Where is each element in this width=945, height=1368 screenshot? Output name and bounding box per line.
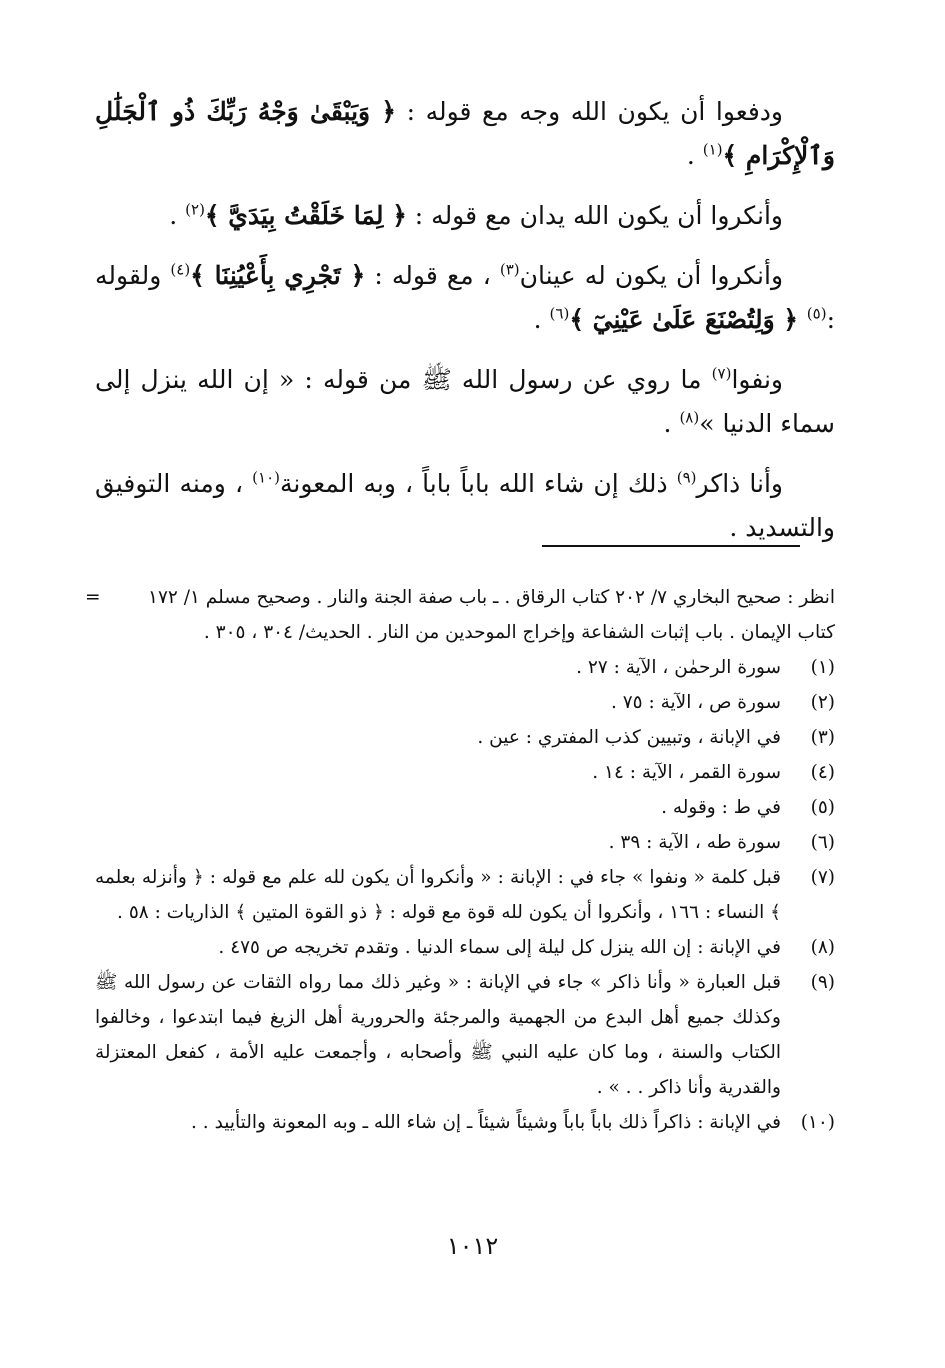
footnote	[95, 825, 835, 860]
footnote-ref: (١)	[702, 140, 723, 159]
page-number: ١٠١٢	[446, 1232, 499, 1260]
text-run: .	[169, 201, 186, 230]
text-run: .	[533, 305, 550, 334]
text-run: ذلك إن شاء الله باباً باباً ، وبه المعونة	[280, 469, 677, 498]
quran-quote: ﴿ وَيَبْقَىٰ وَجْهُ رَبِّكَ ذُو ٱلْجَلَٰلِ وَٱلْإِكْرَامِ ﴾	[95, 97, 835, 170]
footnote-ref: (٢)	[185, 200, 205, 219]
footnote-text: سورة طه ، الآية : ٣٩ .	[608, 832, 781, 853]
footnote-text: انظر : صحيح البخاري ٧/ ٢٠٢ كتاب الرقاق . ـ باب صفة الجنة والنار . وصحيح مسلم ١/ ١٧٢ كتاب الإيمان . باب إثبات الشفاعة وإخراج الموحدين من النار . الحديث/ ٣٠٤ ، ٣٠٥ .	[148, 587, 835, 643]
footnote-ref: (٩)	[676, 468, 697, 487]
text-run: ونفوا	[731, 365, 783, 394]
paragraph-2	[95, 194, 835, 238]
footnote-text: قبل كلمة « ونفوا » جاء في : الإبانة : « وأنكروا أن يكون لله علم مع قوله : ﴿ وأنزله بعلمه ﴾ النساء : ١٦٦ ، وأنكروا أن يكون لله قوة مع قوله : ﴿ ذو القوة المتين ﴾ الذاريات : ٥٨ .	[95, 867, 781, 923]
main-text	[95, 90, 835, 566]
text-run: وأنكروا أن يكون له عينان	[519, 261, 784, 290]
quran-quote: ﴿ تَجْرِي بِأَعْيُنِنَا ﴾	[190, 261, 366, 290]
footnote-ref: (٧)	[711, 364, 732, 383]
footnote-ref: (٨)	[679, 408, 700, 427]
footnote	[95, 650, 835, 685]
footnote-text: في الإبانة ، وتبيين كذب المفتري : عين .	[477, 727, 781, 748]
footnote	[95, 790, 835, 825]
footnote-text: سورة القمر ، الآية : ١٤ .	[592, 762, 781, 783]
footnote-text: في الإبانة : إن الله ينزل كل ليلة إلى سماء الدنيا . وتقدم تخريجه ص ٤٧٥ .	[218, 937, 781, 958]
footnote-number: (٥)	[810, 797, 835, 818]
footnote-text: في ط : وقوله .	[661, 797, 781, 818]
text-run: ودفعوا أن يكون الله وجه مع قوله :	[396, 97, 783, 126]
paragraph-5	[95, 462, 835, 550]
footnote-text: قبل العبارة « وأنا ذاكر » جاء في الإبانة : « وغير ذلك مما رواه الثقات عن رسول الله ﷺ وكذلك جميع أهل البدع من الجهمية والمرجئة والحرورية أهل الزيغ فيما ابتدعوا ، وخالفوا الكتاب والسنة ، وما كان عليه النبي ﷺ وأصحابه ، وأجمعت عليه الأمة ، كفعل المعتزلة والقدرية وأنا ذاكر . . » .	[95, 972, 781, 1098]
paragraph-3	[95, 254, 835, 342]
text-run: .	[663, 409, 680, 438]
text-run: ولقوله :	[95, 261, 835, 334]
text-run: وأنا ذاكر	[696, 469, 783, 498]
footnote-number: (١٠)	[800, 1112, 835, 1133]
footnotes	[85, 580, 835, 1140]
continuation-mark: =	[85, 587, 101, 608]
paragraph-1	[95, 90, 835, 178]
footnote-number: (٨)	[810, 937, 835, 958]
footnote	[95, 720, 835, 755]
footnote-text: في الإبانة : ذاكراً ذلك باباً باباً وشيئاً شيئاً ـ إن شاء الله ـ وبه المعونة والتأييد . .	[191, 1112, 781, 1133]
footnote-number: (٤)	[810, 762, 835, 783]
footnote	[95, 965, 835, 1105]
footnote-number: (٣)	[810, 727, 835, 748]
footnote-number: (١)	[810, 657, 835, 678]
footnote-ref: (٦)	[549, 304, 570, 323]
text-run: ، مع قوله :	[365, 261, 500, 290]
footnote-number: (٦)	[810, 832, 835, 853]
quran-quote: ﴿ وَلِتُصْنَعَ عَلَىٰ عَيْنِيٓ ﴾	[569, 305, 807, 334]
quran-quote: ﴿ لِمَا خَلَقْتُ بِيَدَيَّ ﴾	[204, 201, 407, 230]
footnote-continuation	[85, 580, 835, 650]
footnote-text: سورة الرحمٰن ، الآية : ٢٧ .	[576, 657, 781, 678]
footnote-text: سورة ص ، الآية : ٧٥ .	[610, 692, 781, 713]
footnote-number: (٢)	[810, 692, 835, 713]
footnote-number: (٧)	[810, 867, 835, 888]
footnote-ref: (٤)	[170, 260, 191, 279]
footnote-number: (٩)	[810, 972, 835, 993]
footnote-ref: (٣)	[499, 260, 520, 279]
text-run: ما روي عن رسول الله ﷺ من قوله : « إن الله ينزل إلى سماء الدنيا »	[95, 365, 835, 438]
footnote-separator	[542, 545, 800, 547]
footnote	[95, 755, 835, 790]
footnote	[95, 685, 835, 720]
footnote-ref: (٥)	[806, 304, 827, 323]
text-run: .	[686, 141, 703, 170]
text-run: وأنكروا أن يكون الله يدان مع قوله :	[406, 201, 783, 230]
footnote	[95, 930, 835, 965]
footnote	[95, 1105, 835, 1140]
footnote	[95, 860, 835, 930]
text-run: ، ومنه التوفيق والتسديد .	[95, 469, 835, 542]
paragraph-4	[95, 358, 835, 446]
footnote-ref: (١٠)	[252, 468, 280, 487]
